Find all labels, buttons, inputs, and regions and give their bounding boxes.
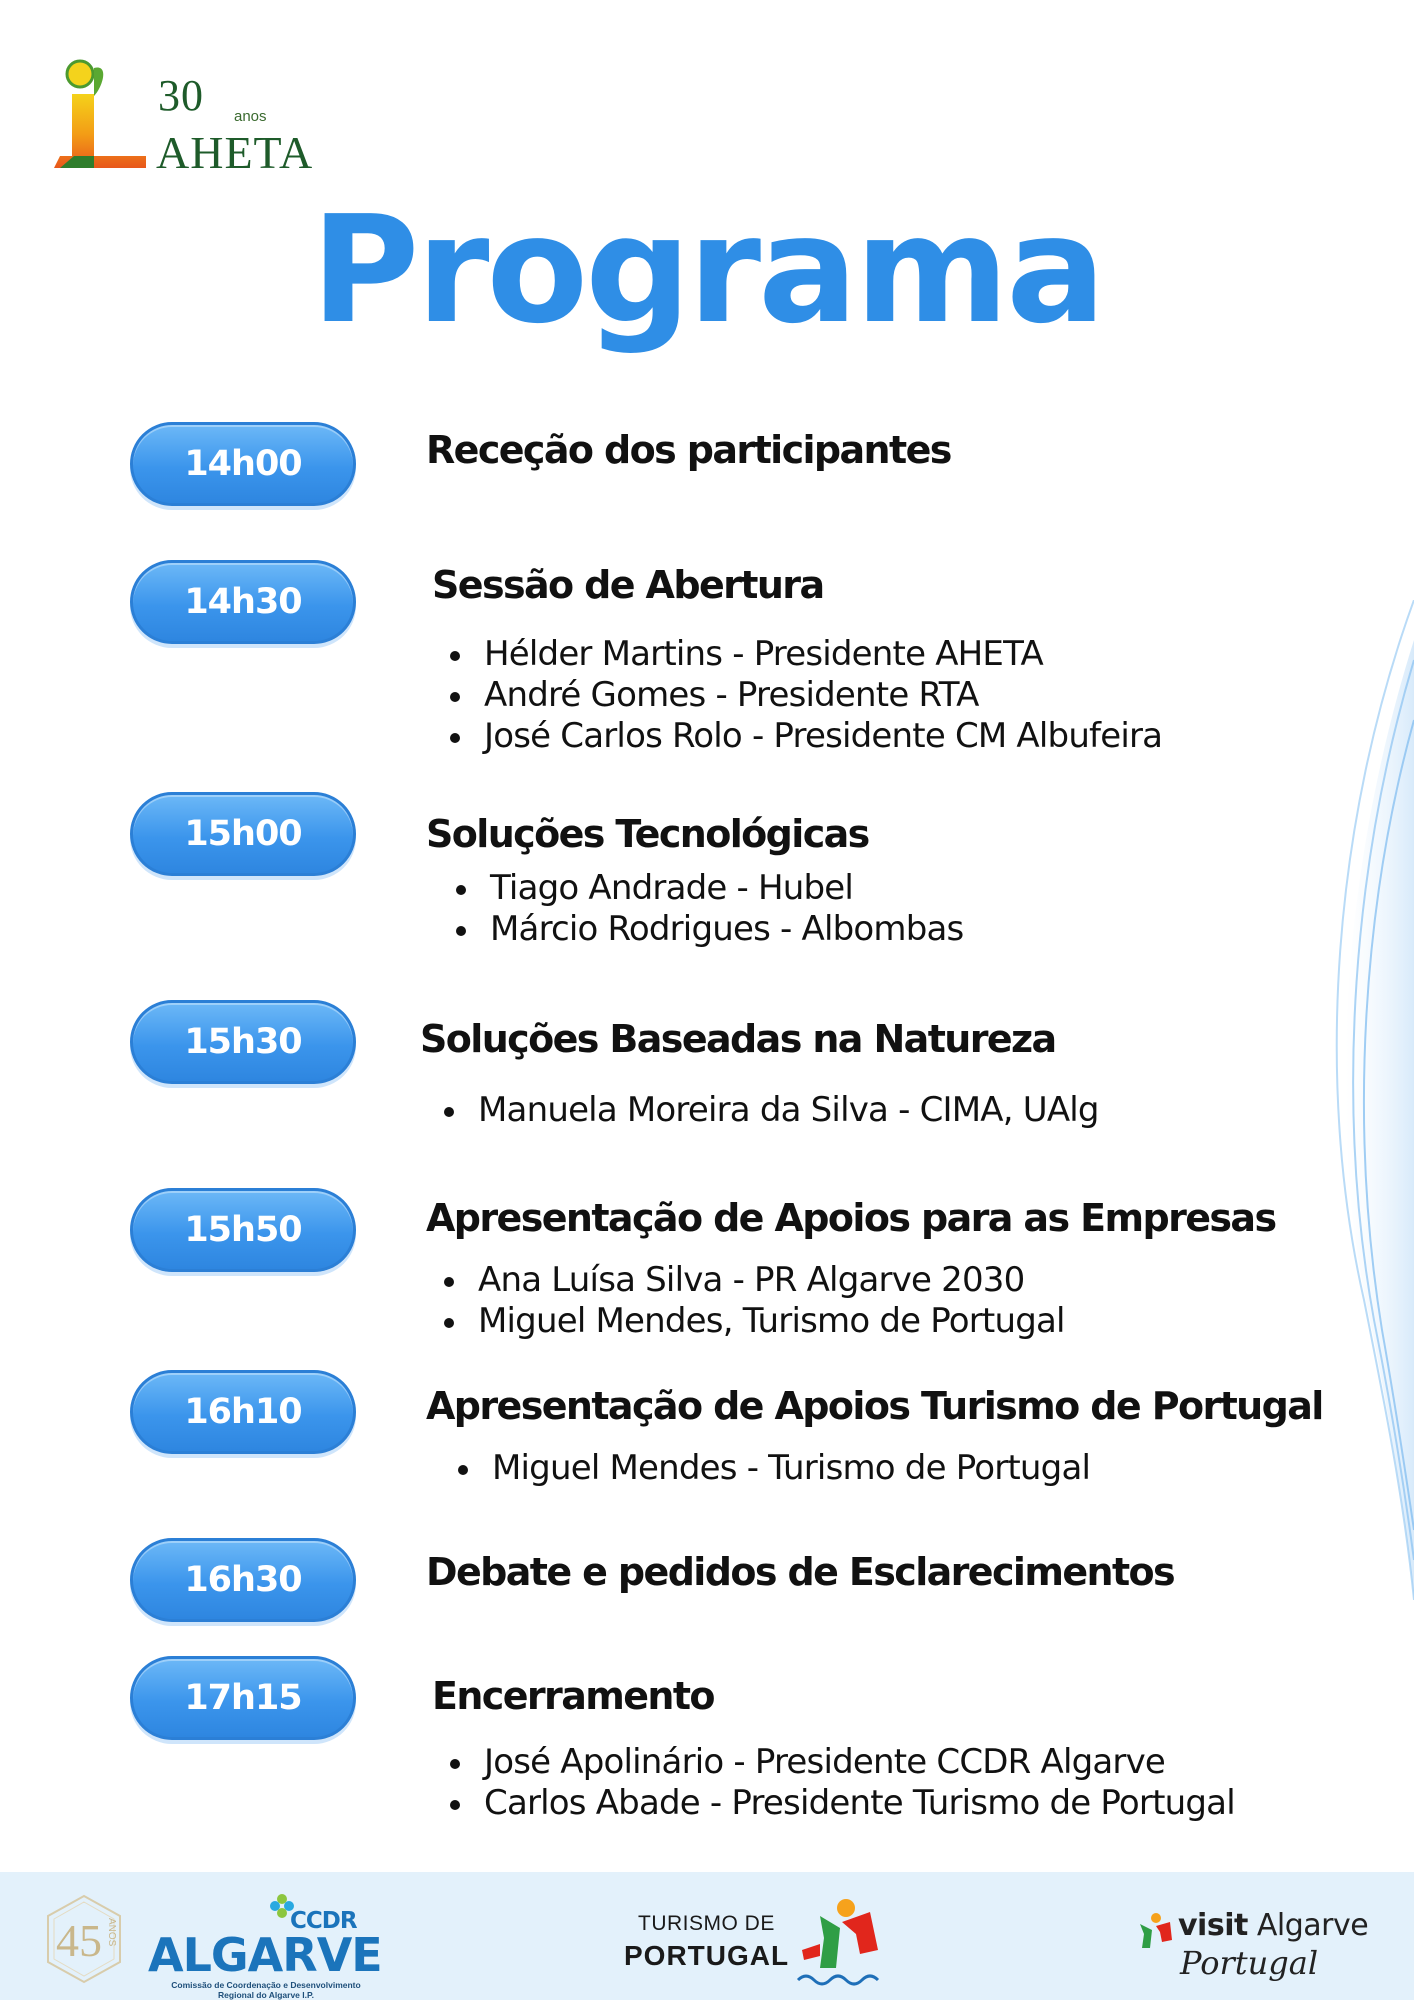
- speaker-item: Manuela Moreira da Silva - CIMA, UAlg: [440, 1090, 1099, 1131]
- session-heading: Encerramento: [432, 1674, 714, 1718]
- algarve-word: Algarve: [1256, 1908, 1369, 1943]
- logo-brand-name: AHETA: [156, 127, 314, 178]
- speaker-item: Miguel Mendes - Turismo de Portugal: [454, 1448, 1090, 1489]
- speaker-list: [440, 1090, 1099, 1131]
- turismo-line-1: TURISMO DE: [638, 1912, 775, 1935]
- visit-algarve-logo-icon: [1136, 1912, 1174, 1952]
- logo-anos-label: anos: [234, 108, 267, 125]
- speaker-item: Hélder Martins - Presidente AHETA: [446, 634, 1162, 675]
- speaker-item: Miguel Mendes, Turismo de Portugal: [440, 1301, 1065, 1342]
- ccdr-algarve-logo: [44, 1892, 382, 2000]
- time-badge: 16h30: [130, 1538, 356, 1622]
- time-badge: 14h00: [130, 422, 356, 506]
- speaker-list: [440, 1260, 1065, 1342]
- time-badge: 15h50: [130, 1188, 356, 1272]
- speaker-item: José Apolinário - Presidente CCDR Algarve: [446, 1742, 1235, 1783]
- visit-algarve-line-1: [1178, 1908, 1368, 1943]
- turismo-portugal-logo: [620, 1892, 890, 1996]
- session-heading: Debate e pedidos de Esclarecimentos: [426, 1550, 1175, 1594]
- ccdr-subtitle: Comissão de Coordenação e Desenvolvimento Regional do Algarve I.P.: [171, 1980, 361, 2000]
- speaker-list: [454, 1448, 1090, 1489]
- time-badge: 17h15: [130, 1656, 356, 1740]
- session-heading: Receção dos participantes: [426, 428, 951, 472]
- speaker-list: [446, 634, 1162, 757]
- seal-anos-label: ANOS: [106, 1918, 117, 1947]
- time-badge: 15h30: [130, 1000, 356, 1084]
- speaker-item: Carlos Abade - Presidente Turismo de Portugal: [446, 1783, 1235, 1824]
- decorative-waves-icon: [1274, 600, 1414, 1600]
- time-badge: 16h10: [130, 1370, 356, 1454]
- speaker-list: [452, 868, 963, 950]
- aheta-logo: [54, 52, 344, 182]
- speaker-list: [446, 1742, 1235, 1824]
- turismo-portugal-logo-icon: [790, 1894, 890, 1994]
- seal-number: 45: [56, 1915, 102, 1966]
- speaker-item: Ana Luísa Silva - PR Algarve 2030: [440, 1260, 1065, 1301]
- visit-algarve-logo: [1134, 1908, 1384, 1988]
- session-heading: Sessão de Abertura: [432, 563, 824, 607]
- speaker-item: André Gomes - Presidente RTA: [446, 675, 1162, 716]
- visit-word: visit: [1178, 1908, 1248, 1943]
- sponsor-footer: [0, 1872, 1414, 2000]
- session-heading: Apresentação de Apoios Turismo de Portugal: [426, 1384, 1323, 1428]
- speaker-item: Márcio Rodrigues - Albombas: [452, 909, 963, 950]
- speaker-item: José Carlos Rolo - Presidente CM Albufeira: [446, 716, 1162, 757]
- logo-anniversary-number: 30: [158, 71, 204, 120]
- visit-portugal-word: Portugal: [1180, 1944, 1319, 1982]
- session-heading: Soluções Tecnológicas: [426, 812, 869, 856]
- session-heading: Soluções Baseadas na Natureza: [420, 1017, 1056, 1061]
- ccdr-algarve-name: ALGARVE: [148, 1928, 382, 1982]
- time-badge: 15h00: [130, 792, 356, 876]
- session-heading: Apresentação de Apoios para as Empresas: [426, 1196, 1276, 1240]
- turismo-line-2: PORTUGAL: [624, 1940, 790, 1971]
- ccdr-label: CCDR: [290, 1908, 357, 1934]
- speaker-item: Tiago Andrade - Hubel: [452, 868, 963, 909]
- time-badge: 14h30: [130, 560, 356, 644]
- page-title: Programa: [310, 184, 1104, 356]
